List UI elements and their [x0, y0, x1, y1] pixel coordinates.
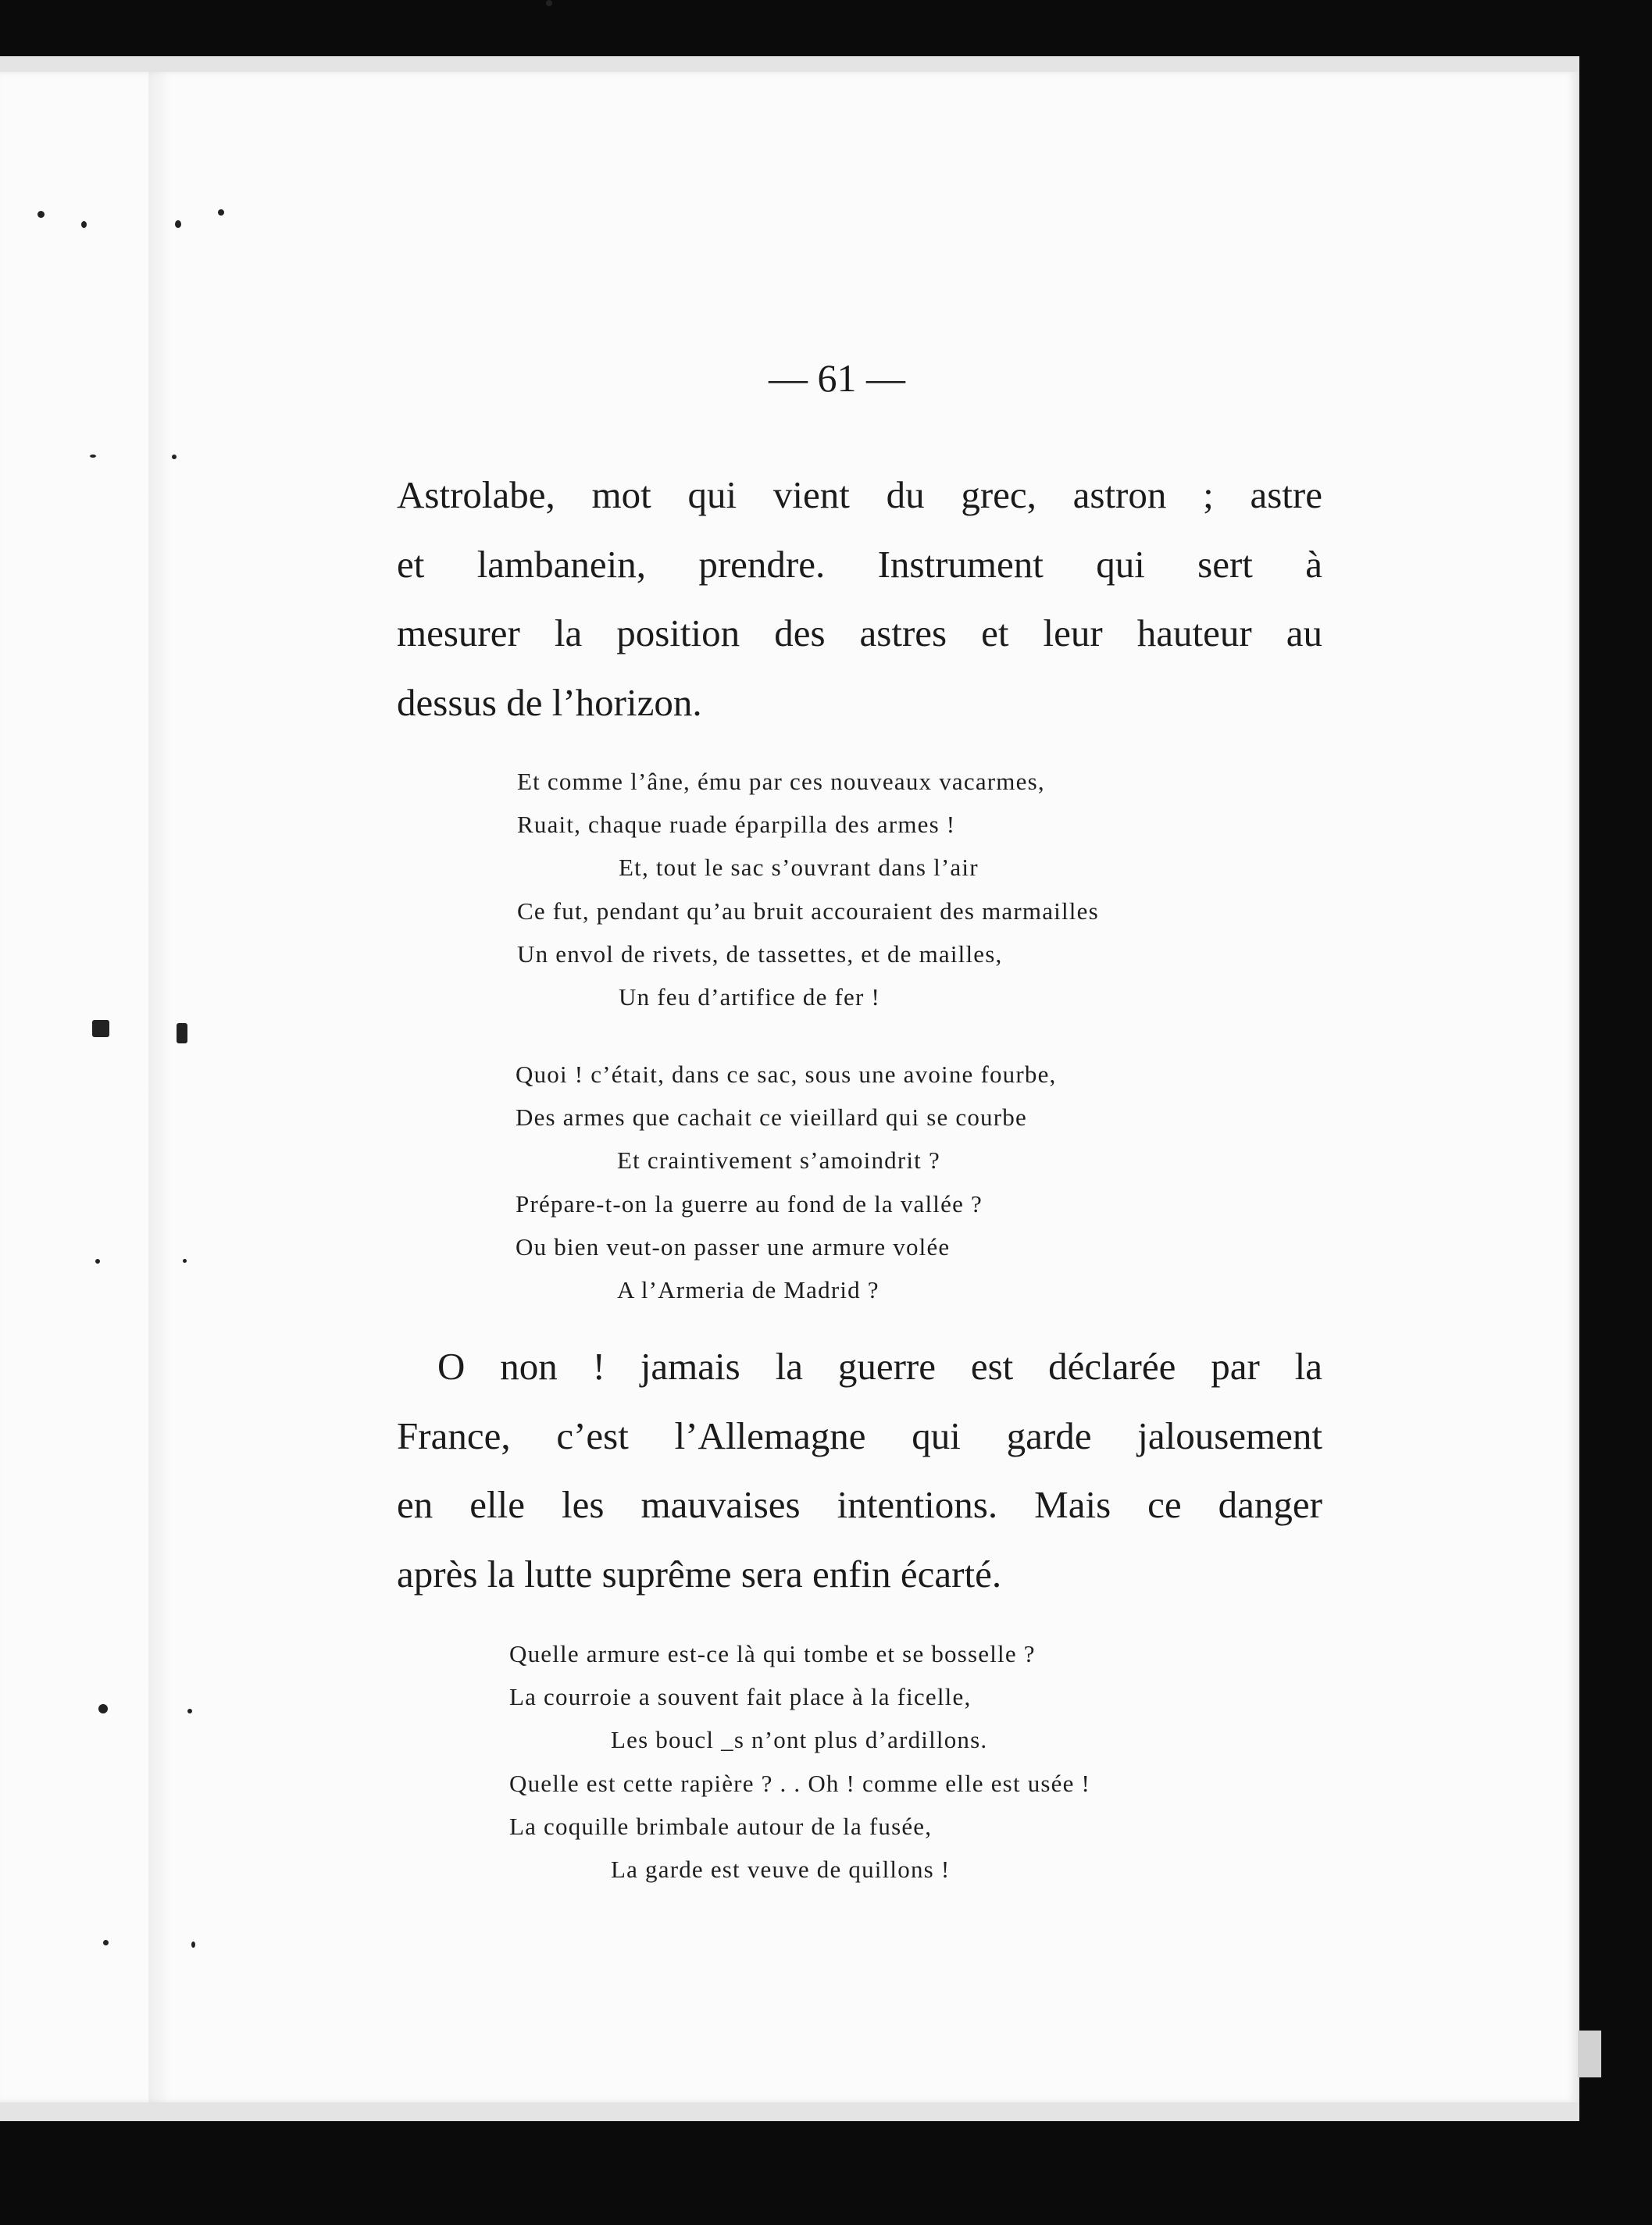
- margin-speck: [546, 0, 552, 6]
- margin-speck: [90, 455, 96, 458]
- verse-line: Ruait, chaque ruade éparpilla des armes !: [517, 811, 956, 839]
- margin-speck: [95, 1259, 100, 1264]
- prose-line: Astrolabe, mot qui vient du grec, astron ; astre: [397, 473, 1322, 516]
- prose-line: après la lutte suprême sera enfin écarté.: [397, 1552, 1002, 1596]
- verse-line: Et craintivement s’amoindrit ?: [617, 1146, 940, 1175]
- verse-stanza-3: [509, 1632, 1090, 1891]
- paragraph-astrolabe: [397, 461, 1322, 737]
- verse-stanza-2: [516, 1053, 1057, 1311]
- margin-speck: [81, 221, 87, 228]
- prose-line: dessus de l’horizon.: [397, 680, 702, 724]
- verse-line: Quelle armure est-ce là qui tombe et se bosselle ?: [509, 1640, 1036, 1667]
- margin-speck: [187, 1709, 192, 1713]
- verse-line: Les boucl _s n’ont plus d’ardillons.: [611, 1726, 988, 1754]
- verse-line: La courroie a souvent fait place à la ficelle,: [509, 1683, 972, 1711]
- margin-speck: [218, 209, 224, 216]
- prose-line: mesurer la position des astres et leur hauteur au: [397, 612, 1322, 654]
- margin-speck: [191, 1942, 195, 1948]
- margin-speck: [37, 211, 45, 218]
- margin-speck: [98, 1704, 108, 1713]
- verse-line: La garde est veuve de quillons !: [611, 1856, 951, 1884]
- margin-speck: [175, 220, 181, 228]
- prose-line: en elle les mauvaises intentions. Mais ce danger: [397, 1483, 1322, 1526]
- paragraph-o-non: [397, 1332, 1322, 1609]
- margin-speck: [103, 1940, 109, 1945]
- verse-line: Quoi ! c’était, dans ce sac, sous une avoine fourbe,: [516, 1061, 1057, 1088]
- prose-line: et lambanein, prendre. Instrument qui sert à: [397, 542, 1322, 586]
- verse-line: Prépare-t-on la guerre au fond de la vallée ?: [516, 1189, 983, 1218]
- verse-line: Quelle est cette rapière ? . . Oh ! comme elle est usée !: [509, 1769, 1091, 1797]
- verse-line: Et, tout le sac s’ouvrant dans l’air: [619, 854, 979, 882]
- verse-line: Ce fut, pendant qu’au bruit accouraient des marmailles: [517, 897, 1099, 925]
- margin-speck: [183, 1259, 187, 1263]
- verse-line: La coquille brimbale autour de la fusée,: [509, 1812, 933, 1840]
- verse-line: Et comme l’âne, ému par ces nouveaux vacarmes,: [517, 768, 1045, 795]
- verse-line: Ou bien veut-on passer une armure volée: [516, 1232, 951, 1260]
- margin-speck: [177, 1023, 187, 1043]
- prose-line: France, c’est l’Allemagne qui garde jalousement: [397, 1414, 1322, 1457]
- margin-speck: [172, 455, 177, 459]
- verse-line: Un envol de rivets, de tassettes, et de mailles,: [517, 940, 1003, 968]
- verse-line: Un feu d’artifice de fer !: [619, 983, 880, 1011]
- margin-speck: [92, 1020, 109, 1037]
- verse-line: A l’Armeria de Madrid ?: [617, 1276, 880, 1304]
- page-number: — 61 —: [769, 356, 905, 400]
- verse-line: Des armes que cachait ce vieillard qui se courbe: [516, 1104, 1027, 1132]
- prose-line: O non ! jamais la guerre est déclarée par la: [437, 1345, 1322, 1388]
- verse-stanza-1: [517, 760, 1099, 1018]
